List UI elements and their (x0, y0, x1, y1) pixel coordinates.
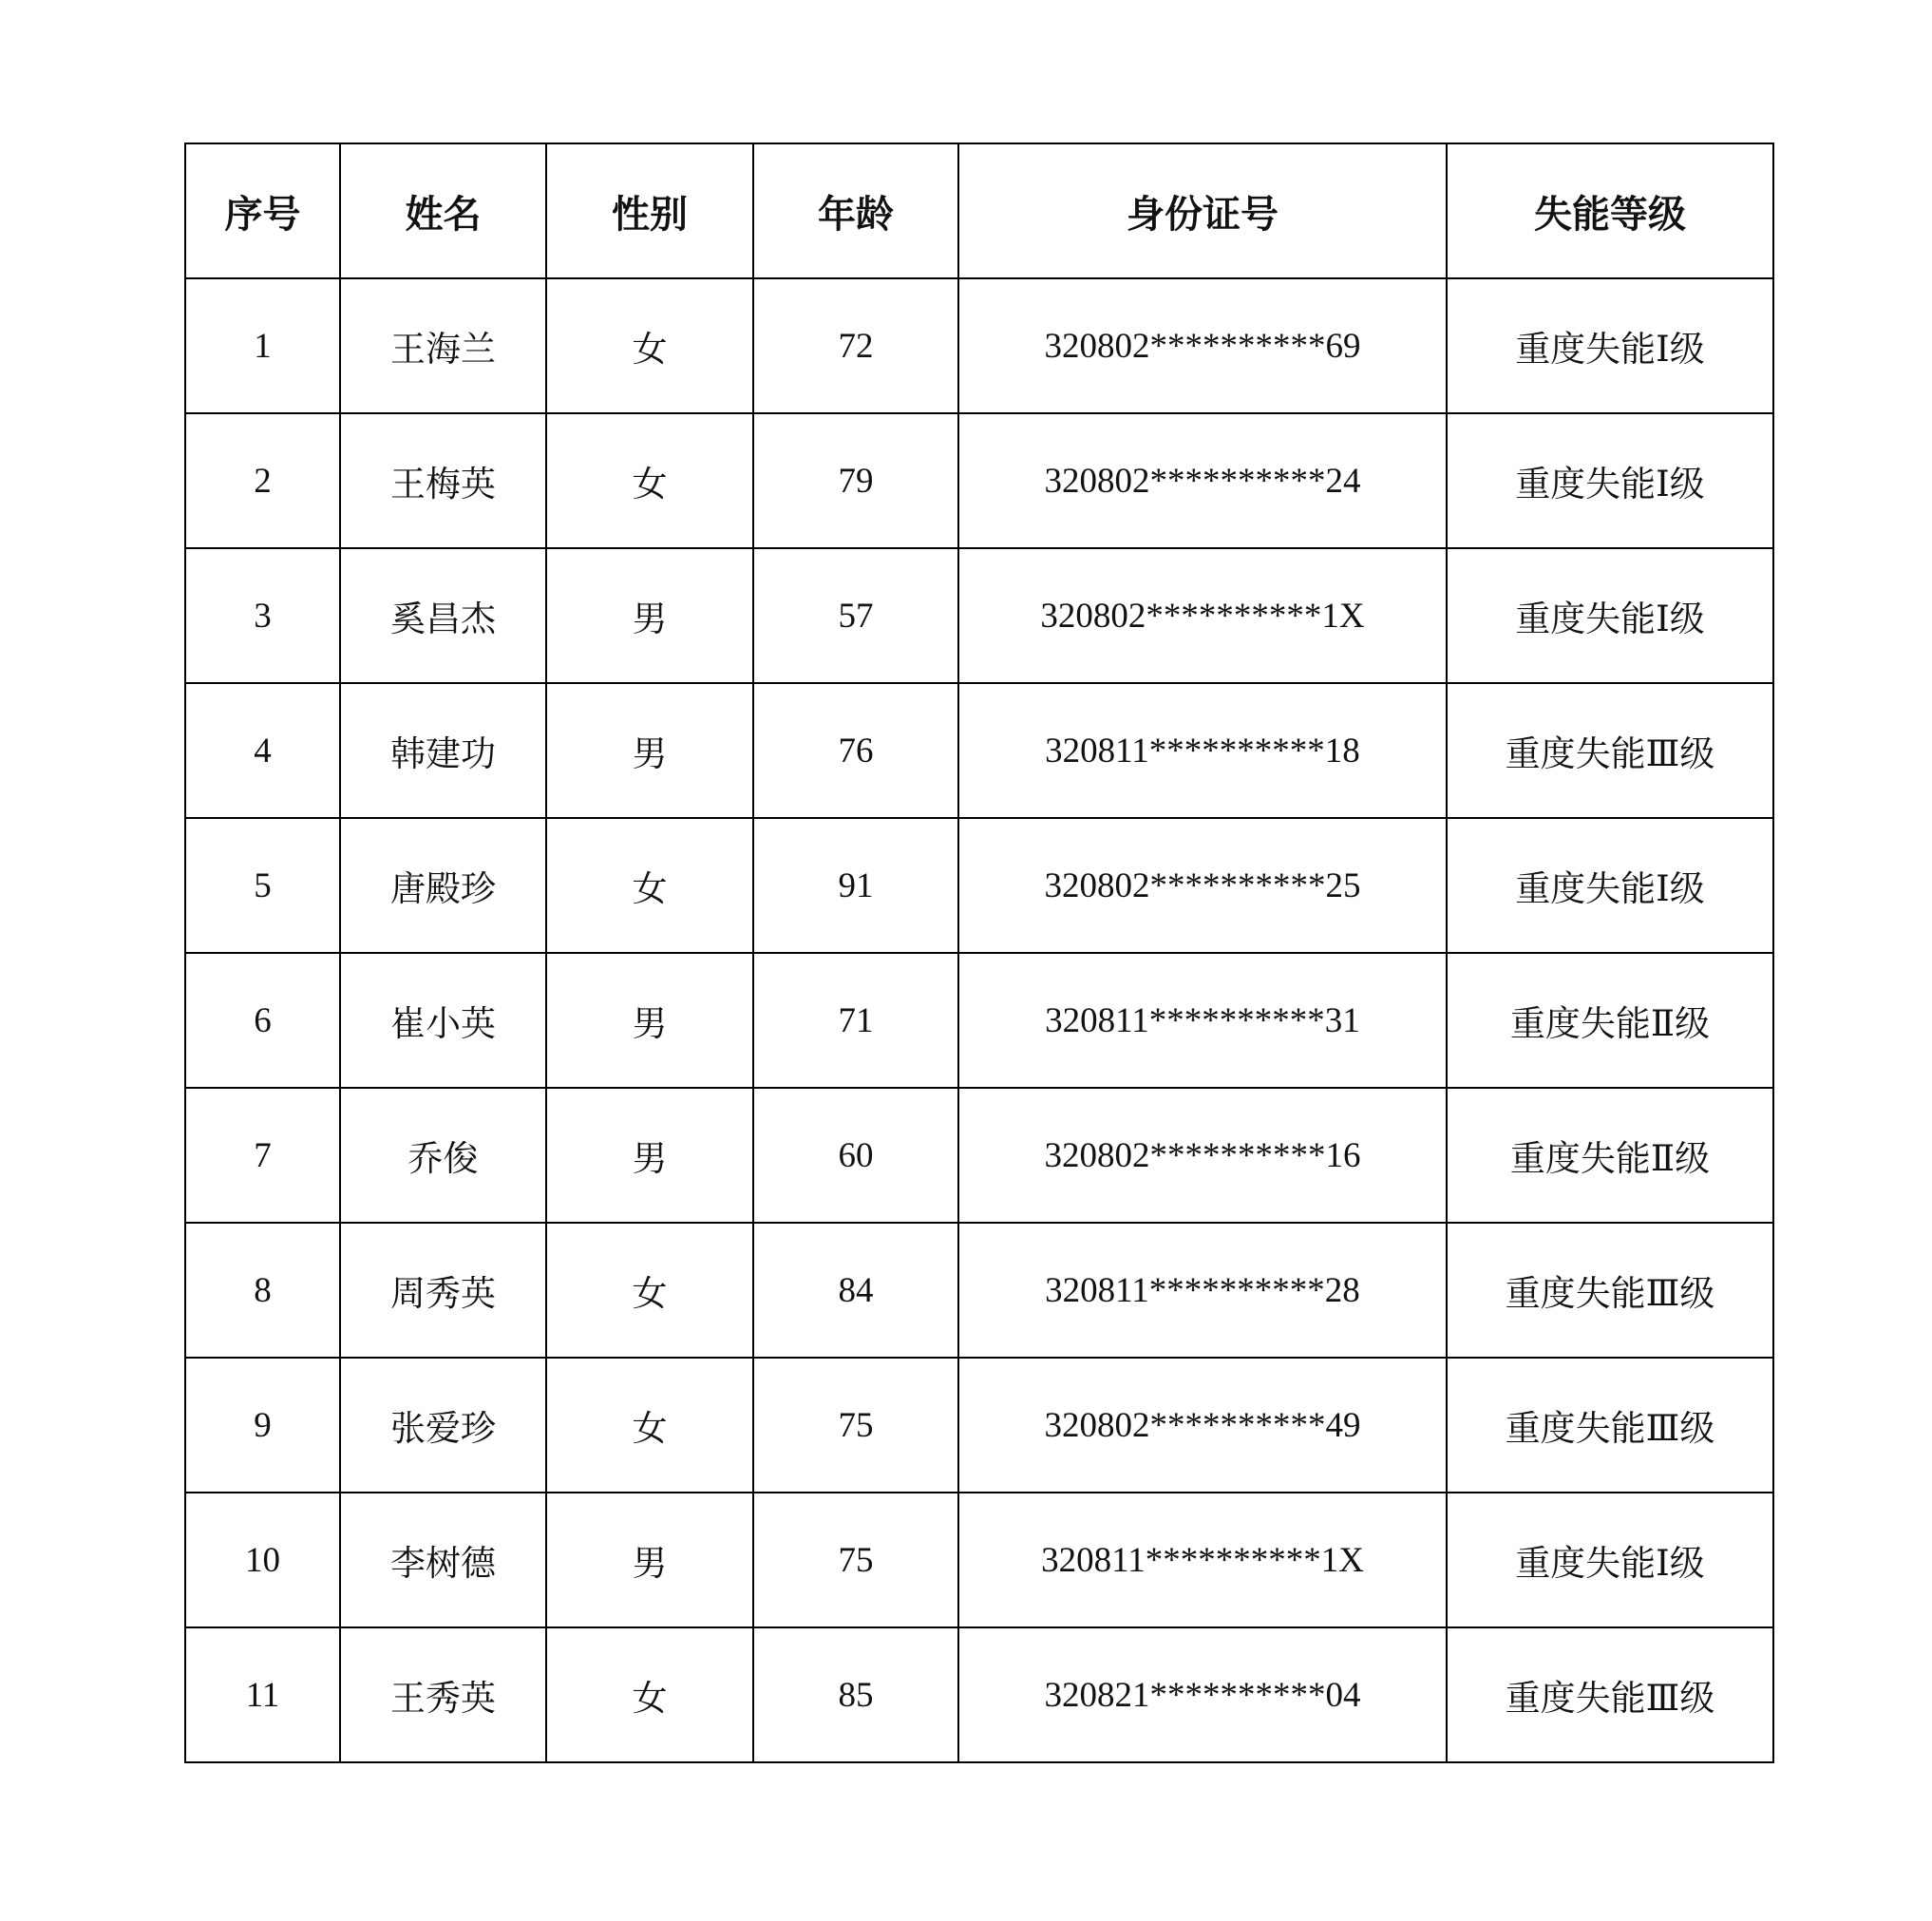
cell-index: 9 (185, 1358, 340, 1493)
cell-disability-level: 重度失能Ⅰ级 (1447, 278, 1773, 413)
cell-age: 84 (753, 1223, 958, 1358)
cell-id-number: 320811**********18 (958, 683, 1447, 818)
cell-gender: 女 (546, 278, 753, 413)
table-row (185, 683, 1773, 818)
cell-gender: 男 (546, 1493, 753, 1627)
header-name: 姓名 (340, 143, 546, 278)
cell-index: 1 (185, 278, 340, 413)
cell-name: 王秀英 (340, 1627, 546, 1762)
cell-disability-level: 重度失能Ⅲ级 (1447, 1627, 1773, 1762)
cell-name: 韩建功 (340, 683, 546, 818)
cell-id-number: 320802**********25 (958, 818, 1447, 953)
cell-gender: 男 (546, 683, 753, 818)
table-row (185, 1088, 1773, 1223)
header-id-number: 身份证号 (958, 143, 1447, 278)
cell-disability-level: 重度失能Ⅰ级 (1447, 413, 1773, 548)
disability-table (184, 143, 1774, 1763)
cell-id-number: 320811**********31 (958, 953, 1447, 1088)
cell-disability-level: 重度失能Ⅱ级 (1447, 953, 1773, 1088)
cell-name: 周秀英 (340, 1223, 546, 1358)
cell-id-number: 320811**********28 (958, 1223, 1447, 1358)
cell-index: 5 (185, 818, 340, 953)
cell-index: 4 (185, 683, 340, 818)
header-row (185, 143, 1773, 278)
cell-age: 75 (753, 1358, 958, 1493)
cell-disability-level: 重度失能Ⅲ级 (1447, 1223, 1773, 1358)
cell-id-number: 320802**********16 (958, 1088, 1447, 1223)
cell-gender: 女 (546, 413, 753, 548)
cell-age: 76 (753, 683, 958, 818)
cell-index: 7 (185, 1088, 340, 1223)
cell-disability-level: 重度失能Ⅰ级 (1447, 1493, 1773, 1627)
cell-disability-level: 重度失能Ⅱ级 (1447, 1088, 1773, 1223)
table-row (185, 413, 1773, 548)
header-index: 序号 (185, 143, 340, 278)
cell-id-number: 320811**********1X (958, 1493, 1447, 1627)
cell-age: 91 (753, 818, 958, 953)
cell-gender: 女 (546, 1223, 753, 1358)
cell-name: 张爱珍 (340, 1358, 546, 1493)
table-row (185, 1493, 1773, 1627)
cell-index: 10 (185, 1493, 340, 1627)
cell-age: 60 (753, 1088, 958, 1223)
cell-name: 唐殿珍 (340, 818, 546, 953)
cell-id-number: 320802**********1X (958, 548, 1447, 683)
cell-gender: 男 (546, 548, 753, 683)
cell-id-number: 320802**********49 (958, 1358, 1447, 1493)
cell-disability-level: 重度失能Ⅲ级 (1447, 683, 1773, 818)
cell-gender: 女 (546, 818, 753, 953)
header-disability-level: 失能等级 (1447, 143, 1773, 278)
cell-name: 崔小英 (340, 953, 546, 1088)
cell-id-number: 320821**********04 (958, 1627, 1447, 1762)
cell-name: 李树德 (340, 1493, 546, 1627)
cell-gender: 男 (546, 953, 753, 1088)
header-age: 年龄 (753, 143, 958, 278)
cell-id-number: 320802**********24 (958, 413, 1447, 548)
cell-index: 11 (185, 1627, 340, 1762)
table-row (185, 1358, 1773, 1493)
cell-name: 乔俊 (340, 1088, 546, 1223)
cell-age: 72 (753, 278, 958, 413)
table-row (185, 548, 1773, 683)
table-row (185, 1223, 1773, 1358)
cell-index: 2 (185, 413, 340, 548)
cell-index: 8 (185, 1223, 340, 1358)
header-gender: 性别 (546, 143, 753, 278)
cell-index: 6 (185, 953, 340, 1088)
cell-age: 71 (753, 953, 958, 1088)
cell-age: 57 (753, 548, 958, 683)
table-row (185, 1627, 1773, 1762)
table-row (185, 278, 1773, 413)
cell-age: 79 (753, 413, 958, 548)
cell-index: 3 (185, 548, 340, 683)
cell-id-number: 320802**********69 (958, 278, 1447, 413)
cell-disability-level: 重度失能Ⅰ级 (1447, 818, 1773, 953)
cell-age: 85 (753, 1627, 958, 1762)
cell-name: 奚昌杰 (340, 548, 546, 683)
cell-gender: 女 (546, 1358, 753, 1493)
cell-gender: 女 (546, 1627, 753, 1762)
table-row (185, 818, 1773, 953)
cell-age: 75 (753, 1493, 958, 1627)
cell-name: 王梅英 (340, 413, 546, 548)
cell-disability-level: 重度失能Ⅰ级 (1447, 548, 1773, 683)
cell-gender: 男 (546, 1088, 753, 1223)
table-row (185, 953, 1773, 1088)
cell-name: 王海兰 (340, 278, 546, 413)
cell-disability-level: 重度失能Ⅲ级 (1447, 1358, 1773, 1493)
